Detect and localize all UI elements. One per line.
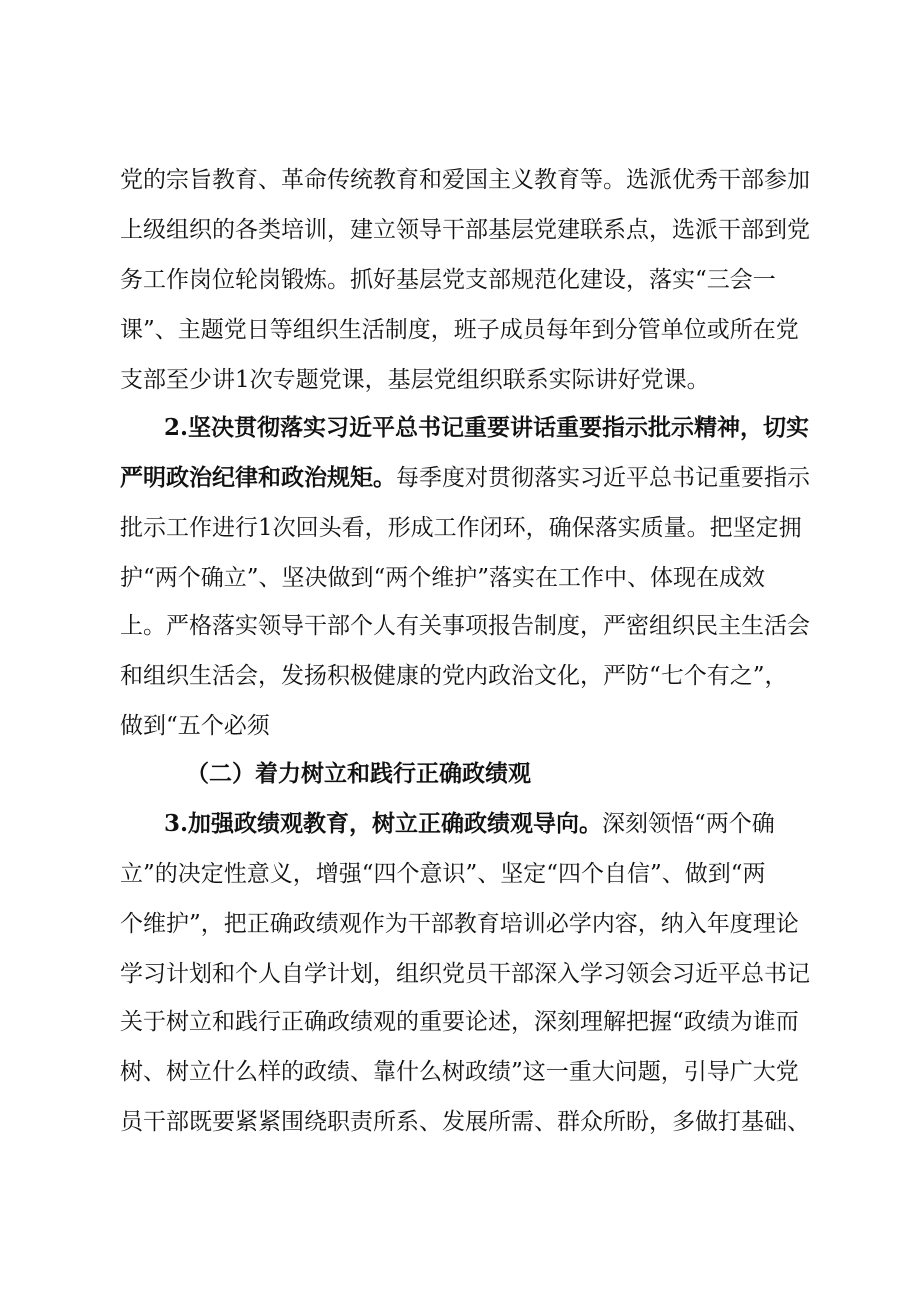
paragraph-1-line-2: 上级组织的各类培训，建立领导干部基层党建联系点，选派干部到党 — [120, 217, 810, 243]
paragraph-2-line-3: 批示工作进行1次回头看，形成工作闭环，确保落实质量。把坚定拥 — [120, 515, 802, 541]
paragraph-3-line-6: 树、树立什么样的政绩、靠什么树政绩”这一重大问题，引导广大党 — [120, 1059, 799, 1085]
paragraph-2-heading-line-2: 严明政治纪律和政治规矩。 — [120, 464, 396, 491]
paragraph-2-heading-line-1: 2.坚决贯彻落实习近平总书记重要讲话重要指示批示精神，切实 — [164, 414, 810, 441]
paragraph-1-line-5: 支部至少讲1次专题党课，基层党组织联系实际讲好党课。 — [120, 367, 710, 393]
paragraph-3-line-1 — [164, 806, 820, 842]
paragraph-3-heading: 3.加强政绩观教育，树立正确政绩观导向。 — [164, 810, 603, 837]
paragraph-2-line-4: 护“两个确立”、坚决做到“两个维护”落实在工作中、体现在成效 — [120, 565, 766, 591]
paragraph-3-line-5: 关于树立和践行正确政绩观的重要论述，深刻理解把握“政绩为谁而 — [120, 1009, 799, 1035]
paragraph-3-line-3: 个维护”，把正确政绩观作为干部教育培训必学内容，纳入年度理论 — [120, 911, 799, 937]
paragraph-3-line-7: 员干部既要紧紧围绕职责所系、发展所需、群众所盼，多做打基础、 — [120, 1109, 810, 1135]
paragraph-3-line-2: 立”的决定性意义，增强“四个意识”、坚定“四个自信”、做到“两 — [120, 861, 766, 887]
paragraph-3-line-1-text: 深刻领悟“两个确 — [602, 811, 775, 837]
paragraph-2-line-2-text: 每季度对贯彻落实习近平总书记重要指示 — [396, 465, 810, 491]
paragraph-2-line-6: 和组织生活会，发扬积极健康的党内政治文化，严防“七个有之”， — [120, 663, 788, 689]
paragraph-1-line-3: 务工作岗位轮岗锻炼。抓好基层党支部规范化建设，落实“三会一 — [120, 267, 776, 293]
paragraph-2-line-2 — [120, 460, 820, 496]
paragraph-2-line-5: 上。严格落实领导干部个人有关事项报告制度，严密组织民主生活会 — [120, 613, 810, 639]
section-heading: （二）着力树立和践行正确政绩观 — [186, 760, 531, 787]
paragraph-3-line-4: 学习计划和个人自学计划，组织党员干部深入学习领会习近平总书记 — [120, 961, 810, 987]
paragraph-1-line-1: 党的宗旨教育、革命传统教育和爱国主义教育等。选派优秀干部参加 — [120, 167, 810, 193]
paragraph-1-line-4: 课”、主题党日等组织生活制度，班子成员每年到分管单位或所在党 — [120, 317, 799, 343]
paragraph-2-line-7: 做到“五个必须 — [120, 713, 270, 739]
